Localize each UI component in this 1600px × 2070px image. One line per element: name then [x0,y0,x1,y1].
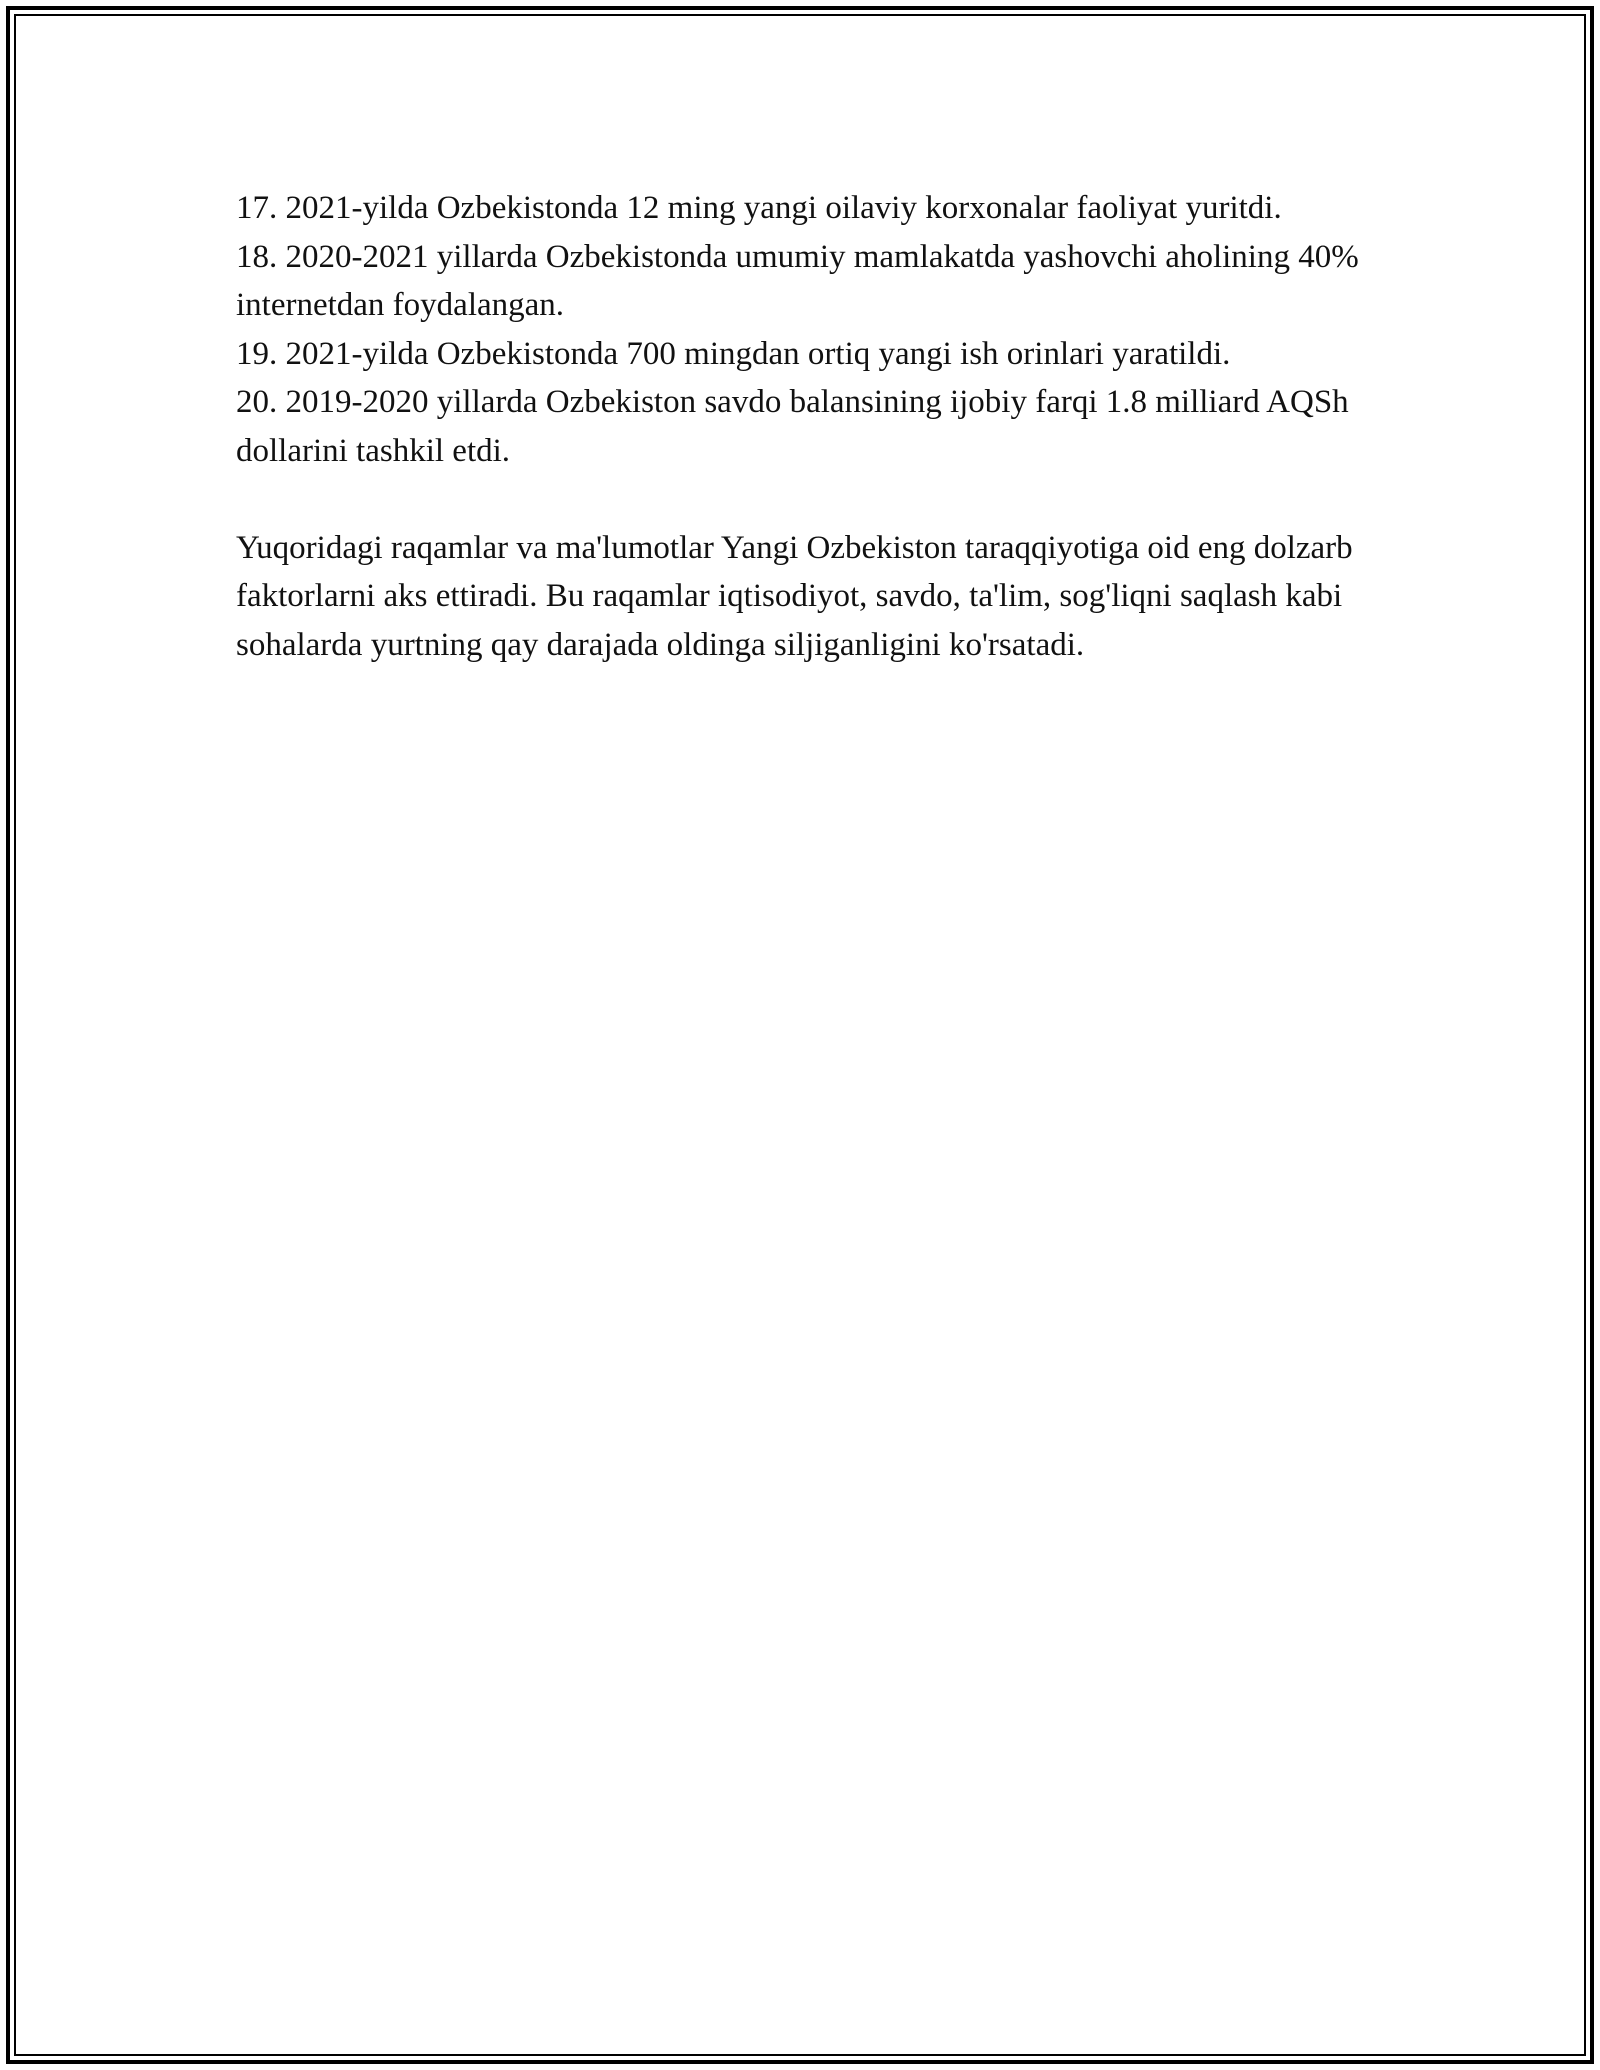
list-item-20: 20. 2019-2020 yillarda Ozbekiston savdo balansining ijobiy farqi 1.8 milliard AQSh dollarini tashkil etdi. [236,384,1349,469]
conclusion-paragraph: Yuqoridagi raqamlar va ma'lumotlar Yangi Ozbekiston taraqqiyotiga oid eng dolzarb faktorlarni aks ettiradi. Bu raqamlar iqtisodiyot, savdo, ta'lim, sog'liqni saqlash kabi sohalarda yurtning qay darajada oldinga siljiganligini ko'rsatadi. [236,529,1353,663]
list-item-17: 17. 2021-yilda Ozbekistonda 12 ming yangi oilaviy korxonalar faoliyat yuritdi. [236,190,1282,226]
list-item-18: 18. 2020-2021 yillarda Ozbekistonda umumiy mamlakatda yashovchi aholining 40% internetdan foydalangan. [236,238,1359,323]
list-item-19: 19. 2021-yilda Ozbekistonda 700 mingdan ortiq yangi ish orinlari yaratildi. [236,335,1231,372]
document-body [236,184,1376,669]
